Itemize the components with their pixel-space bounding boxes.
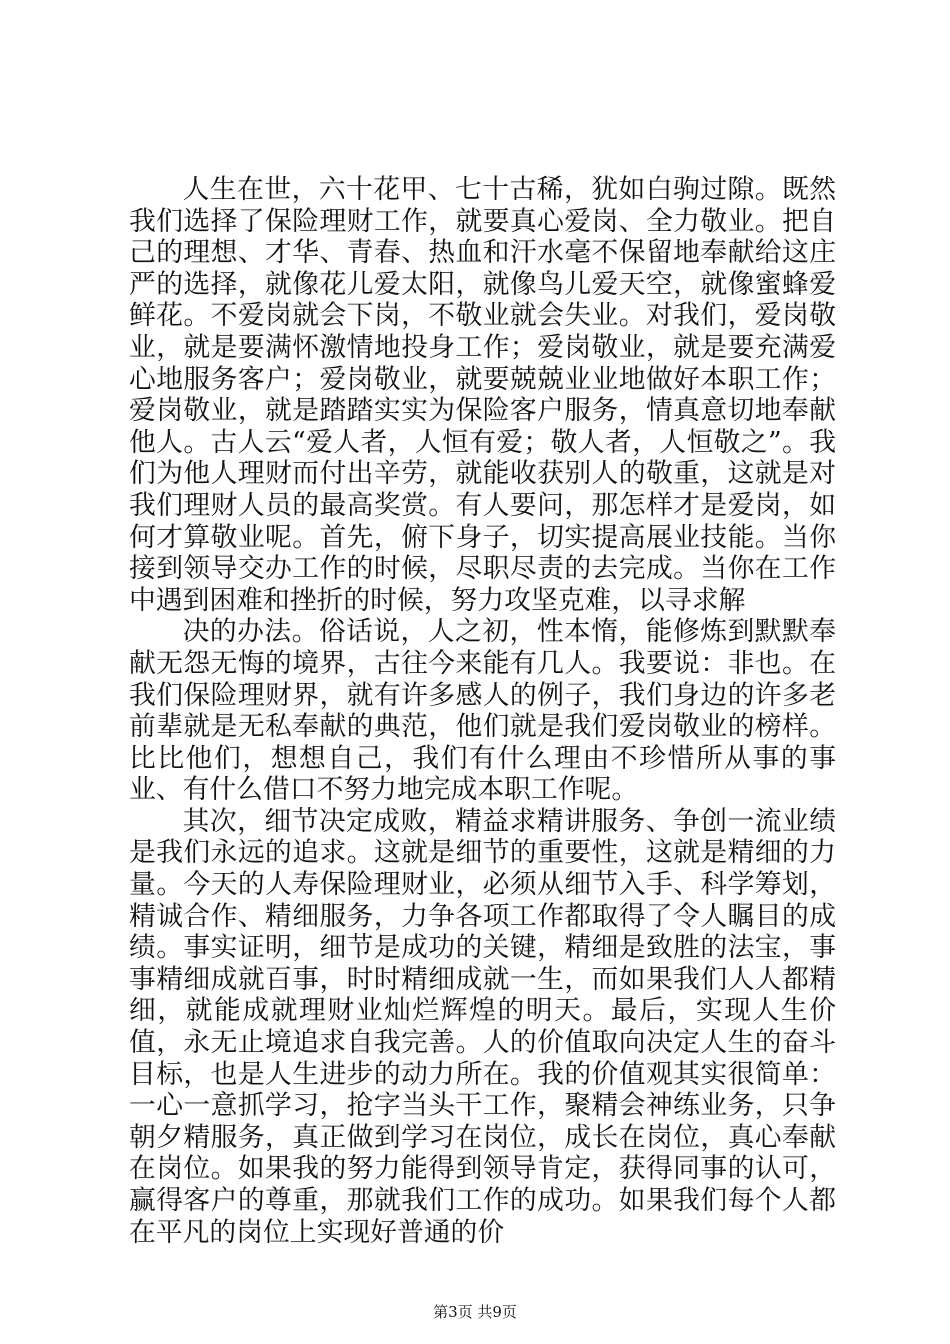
- page-number-footer: 第3页 共9页: [433, 1303, 517, 1321]
- document-body: [129, 174, 836, 1248]
- paragraph-1: 人生在世，六十花甲、七十古稀，犹如白驹过隙。既然我们选择了保险理财工作，就要真心爱岗、全力敬业。把自己的理想、才华、青春、热血和汗水毫不保留地奉献给这庄严的选择，就像花儿爱太阳，就像鸟儿爱天空，就像蜜蜂爱鲜花。不爱岗就会下岗，不敬业就会失业。对我们，爱岗敬业，就是要满怀激情地投身工作；爱岗敬业，就是要充满爱心地服务客户；爱岗敬业，就要兢兢业业地做好本职工作；爱岗敬业，就是踏踏实实为保险客户服务，情真意切地奉献他人。古人云“爱人者，人恒有爱；敬人者，人恒敬之”。我们为他人理财而付出辛劳，就能收获别人的敬重，这就是对我们理财人员的最高奖赏。有人要问，那怎样才是爱岗，如何才算敬业呢。首先，俯下身子，切实提高展业技能。当你接到领导交办工作的时候，尽职尽责的去完成。当你在工作中遇到困难和挫折的时候，努力攻坚克难，以寻求解: [129, 174, 836, 616]
- paragraph-3: 其次，细节决定成败，精益求精讲服务、争创一流业绩是我们永远的追求。这就是细节的重要性，这就是精细的力量。今天的人寿保险理财业，必须从细节入手、科学筹划，精诚合作、精细服务，力争各项工作都取得了令人瞩目的成绩。事实证明，细节是成功的关键，精细是致胜的法宝，事事精细成就百事，时时精细成就一生，而如果我们人人都精细，就能成就理财业灿烂辉煌的明天。最后，实现人生价值，永无止境追求自我完善。人的价值取向决定人生的奋斗目标，也是人生进步的动力所在。我的价值观其实很简单：一心一意抓学习，抢字当头干工作，聚精会神练业务，只争朝夕精服务，真正做到学习在岗位，成长在岗位，真心奉献在岗位。如果我的努力能得到领导肯定，获得同事的认可，赢得客户的尊重，那就我们工作的成功。如果我们每个人都在平凡的岗位上实现好普通的价: [129, 805, 836, 1248]
- paragraph-2: 决的办法。俗话说，人之初，性本惰，能修炼到默默奉献无怨无悔的境界，古往今来能有几人。我要说：非也。在我们保险理财界，就有许多感人的例子，我们身边的许多老前辈就是无私奉献的典范，他们就是我们爱岗敬业的榜样。比比他们，想想自己，我们有什么理由不珍惜所从事的事业、有什么借口不努力地完成本职工作呢。: [129, 616, 836, 806]
